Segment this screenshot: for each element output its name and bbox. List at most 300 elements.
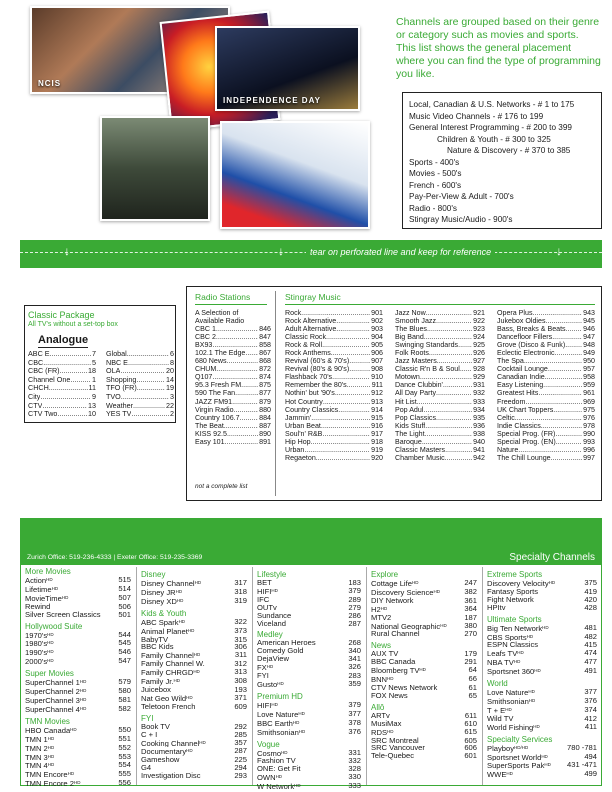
genre-range-line: Pay-Per-View & Adult - 700's [409,192,514,201]
column-divider [275,291,276,496]
channel-row: National Geographic$^{HD}$ 380 [371,620,477,631]
channel-row: Family Jr.$^{HD}$ 308 [141,676,247,686]
channel-row: Family Channel$^{HD}$ 311 [141,650,247,661]
hd-superscript: HD [533,723,540,729]
channel-category-heading: TMN Movies [25,716,70,726]
arrow-down-icon: ↓ [556,244,562,258]
hd-superscript: HD [541,753,548,759]
stingray-channel-row: Folk Roots ..... 926 [395,349,485,357]
analogue-channel-row: ABC E ..... 7 [28,350,96,359]
column-divider [136,567,137,785]
channel-row: Love Nature$^{HD}$ 377 [257,708,361,719]
hd-superscript: HD [47,631,54,637]
hd-superscript: HD [61,594,69,600]
channel-row: Juicebox 193 [141,684,247,694]
hd-superscript: HD [517,650,524,656]
channel-row: Big Ten Network$^{HD}$ 481 [487,622,597,633]
channel-row: DejaView 341 [257,654,361,664]
channel-row: FYI 283 [257,671,361,681]
channel-row: BET 183 [257,578,361,587]
stingray-channel-row: Hit List ..... 933 [395,398,485,406]
genre-range-line: Radio - 800's [409,203,457,213]
stingray-channel-row: Adult Alternative ..... 903 [285,325,383,333]
classic-package-box [24,305,176,423]
radio-station-row: The Beat ..... 887 [195,422,271,430]
hd-superscript: HD [298,728,306,734]
radio-station-row: 95.3 Fresh FM ..... 875 [195,381,271,389]
specialty-column [487,567,597,779]
hockey-players-photo [220,121,370,229]
stingray-column-1 [285,309,383,462]
stingray-channel-row: Smooth Jazz ..... 922 [395,317,485,325]
stingray-channel-row: Regaeton ..... 920 [285,454,383,462]
channel-row: BBC Canada 291 [371,657,477,667]
channel-row: Lifetime$^{HD}$ 514 [25,583,131,594]
stingray-channel-row: Greatest Hits ..... 961 [497,389,595,397]
hd-superscript: HD [187,627,195,633]
stingray-channel-row: Freedom ..... 969 [497,398,595,406]
analogue-channel-row: YES TV ..... 2 [106,410,174,419]
channel-row: Comedy Gold 340 [257,646,361,656]
classic-right-column [106,350,174,419]
column-divider [366,567,367,785]
ncis-logo-text: NCIS [38,79,62,88]
radio-station-row: 680 News ..... 868 [195,357,271,365]
channel-row: Family Channel W. 312 [141,659,247,669]
channel-row: TMN Encore $2^{HD}$ 556 [25,778,131,789]
hd-superscript: HD [294,783,301,789]
stingray-channel-row: Eclectic Electronic ..... 949 [497,349,595,357]
radio-station-row: KISS 92.5 ..... 890 [195,430,271,438]
channel-row: Discovery Science$^{HD}$ 382 [371,586,477,597]
genre-range-line: Sports - 400's [409,157,460,167]
stingray-channel-row: Remember the 80's ..... 911 [285,381,383,389]
channel-row: BBC Kids 306 [141,642,247,652]
analogue-channel-row: Shopping ..... 14 [106,376,174,385]
channel-category-heading: FYI [141,713,154,723]
radio-stingray-box [186,286,602,501]
hd-superscript: HD [46,577,53,582]
stingray-channel-row: Urban Beat ..... 916 [285,422,383,430]
radio-stations-list [195,309,271,446]
analogue-channel-row: CBC ..... 5 [28,359,96,368]
hd-superscript: HD [271,701,278,707]
channel-row: HBO Canada$^{HD}$ 550 [25,724,131,735]
stingray-channel-row: Easy Listening ..... 959 [497,381,595,389]
stingray-heading-underline [285,304,595,305]
hd-superscript: HD [47,640,54,646]
channel-row: SuperChannel $3^{HD}$ 581 [25,694,131,705]
photo-collage [30,6,375,234]
genre-range-line: Children & Youth - # 300 to 325 [437,134,551,144]
radio-station-row: Q107 ..... 874 [195,373,271,381]
channel-row: FOX News 65 [371,690,477,700]
stingray-channel-row: The Spa ..... 950 [497,357,595,365]
stingray-channel-row: Bass, Breaks & Beats ..... 946 [497,325,595,333]
classic-left-column [28,350,96,419]
stingray-channel-row: Classic Rock ..... 904 [285,333,383,341]
radio-intro-line: A Selection of [195,309,239,317]
green-band [21,519,601,551]
channel-row: Wild TV 412 [487,713,597,723]
specialty-column [257,567,361,791]
walking-dead-photo [100,116,210,221]
hd-superscript: HD [47,649,54,655]
channel-row: ONE: Get Fit 328 [257,764,361,774]
specialty-channels-title: Specialty Channels [509,552,595,563]
channel-row: $2000's^{HD}$ 547 [25,656,131,667]
stingray-channel-row: Jammin' ..... 915 [285,414,383,422]
hd-superscript: HD [528,697,536,703]
hd-superscript: HD [419,667,426,673]
hd-superscript: HD [73,780,81,786]
channel-row: Disney $JR^{HD}$ 318 [141,586,247,597]
channel-row: TMN $4^{HD}$ 554 [25,760,131,771]
channel-row: American Heroes 268 [257,638,361,648]
stingray-channel-row: Classic Masters ..... 941 [395,446,485,454]
stingray-channel-row: Soul'n' R&B ..... 917 [285,430,383,438]
genre-ranges-box [402,92,602,229]
stingray-channel-row: Cocktail Lounge ..... 957 [497,365,595,373]
channel-row: MusiMax 610 [371,718,477,728]
channel-row: ESPN Classics 415 [487,640,597,650]
stingray-channel-row: Canadian Indie ..... 958 [497,373,595,381]
hd-superscript: HD [513,659,521,665]
hd-superscript: HD [193,652,201,658]
stingray-channel-row: Urban ..... 919 [285,446,383,454]
arrow-down-icon: ↓ [278,244,284,258]
stingray-channel-row: Celtic ..... 976 [497,414,595,422]
channel-row: CTV News Network 61 [371,682,477,692]
genre-range-line: French - 600's [409,180,462,190]
hd-superscript: HD [411,580,419,585]
hd-superscript: HD/HD [514,744,529,750]
radio-station-row: 102.1 The Edge ..... 867 [195,349,271,357]
channel-row: Gameshow 225 [141,755,247,765]
hd-superscript: HD [47,744,55,750]
stingray-channel-row: Jukebox Oldies ..... 945 [497,317,595,325]
channel-row: Playboy$^{HD/HD}$ 780 -781 [487,742,597,753]
channel-row: DIY Network 361 [371,595,477,605]
channel-row: Tele-Quebec 601 [371,751,477,761]
hd-superscript: HD [534,668,541,674]
tear-banner [20,240,602,268]
hd-superscript: HD [548,580,556,585]
channel-row: ARTv 611 [371,710,477,720]
channel-row: $RDS^{HD}$ 615 [371,726,477,737]
not-complete-list-note: not a complete list [195,483,248,490]
stingray-heading: Stingray Music [285,292,341,302]
channel-row: Nat Geo Wild$^{HD}$ 371 [141,692,247,703]
channel-row: World Fishing$^{HD}$ 411 [487,721,597,732]
channel-category-heading: Medley [257,630,283,640]
specialty-column [25,567,131,788]
specialty-column [141,567,247,780]
channel-category-heading: More Movies [25,567,71,576]
channel-row: Rural Channel 270 [371,629,477,639]
stingray-channel-row: The Light ..... 938 [395,430,485,438]
channel-row: MTV2 187 [371,612,477,622]
stingray-channel-row: Chamber Music ..... 942 [395,454,485,462]
independence-day-title: INDEPENDENCE DAY [223,96,321,105]
stingray-channel-row: Country Classics ..... 914 [285,406,383,414]
channel-row: Silver Screen Classics 501 [25,609,131,619]
channel-category-heading: Super Movies [25,669,74,679]
channel-row: $1990's^{HD}$ 546 [25,647,131,658]
channel-row: Sportsnet $360^{HD}$ 491 [487,666,597,677]
column-divider [252,567,253,785]
stingray-channel-row: Dance Clubbin' ..... 931 [395,381,485,389]
stingray-channel-row: Rock Anthems ..... 906 [285,349,383,357]
stingray-channel-row: Rock & Roll ..... 905 [285,341,383,349]
hd-superscript: HD [544,762,551,768]
channel-row: BBC Earth$^{HD}$ 378 [257,717,361,728]
channel-row: SRC Vancouver 606 [371,743,477,753]
radio-station-row: 590 The Fan ..... 877 [195,389,271,397]
channel-row: Smithsonian$^{HD}$ 376 [257,726,361,737]
hd-superscript: HD [271,587,278,593]
channel-row: Fight Network 420 [487,594,597,604]
channel-row: Smithsonian$^{HD}$ 376 [487,695,597,706]
channel-row: TMN $1^{HD}$ 551 [25,733,131,744]
hd-superscript: HD [186,748,193,754]
stingray-channel-row: UK Chart Toppers ..... 975 [497,406,595,414]
channel-row: AUX TV 179 [371,649,477,659]
stingray-channel-row: Indie Classics ..... 978 [497,422,595,430]
analogue-channel-row: CTV Two ..... 10 [28,410,96,419]
stingray-channel-row: Swinging Standards ..... 925 [395,341,485,349]
radio-station-row: CHUM ..... 872 [195,365,271,373]
channel-row: C + I 285 [141,729,247,739]
hd-superscript: HD [506,771,513,777]
hd-superscript: HD [298,710,305,716]
analogue-channel-row: CBC (FR) ..... 18 [28,367,96,376]
hd-superscript: HD [194,580,202,585]
channel-row: $BNN^{HD}$ 66 [371,674,477,684]
channel-row: $1980's^{HD}$ 545 [25,638,131,649]
genre-range-line: Nature & Discovery - # 370 to 385 [447,146,571,155]
hd-superscript: HD [79,705,87,711]
hd-superscript: HD [292,719,300,725]
channel-row: Family $CHRGD^{HD}$ 313 [141,667,247,678]
radio-station-row: CBC 1 ..... 846 [195,325,271,333]
channel-row: Love Nature$^{HD}$ 377 [487,687,597,697]
hd-superscript: HD [387,676,394,682]
channel-row: Sportsnet World$^{HD}$ 494 [487,751,597,762]
channel-category-heading: Hollywood Suite [25,621,83,631]
hd-superscript: HD [542,624,549,630]
channel-category-heading: Specialty Services [487,734,553,744]
channel-row: MovieTime$^{HD}$ 507 [25,592,131,603]
analogue-channel-row: TFO (FR) ..... 19 [106,384,174,393]
channel-row: Cosmo$^{HD}$ 331 [257,747,361,758]
hd-superscript: HD [175,588,183,594]
stingray-channel-row: Special Prog. (EN) ..... 993 [497,438,595,446]
channel-row: SRC Montreal 605 [371,735,477,745]
hd-superscript: HD [173,678,180,684]
radio-station-row: BX93 ..... 858 [195,341,271,349]
stingray-channel-row: Dancefloor Fillers ..... 947 [497,333,595,341]
specialty-column [371,567,477,760]
channel-row: IFC 289 [257,594,361,604]
analogue-channel-row: OLA ..... 20 [106,367,174,376]
channel-row: OUTv 279 [257,602,361,612]
analogue-channel-row: NBC E ..... 8 [106,359,174,368]
stingray-channel-row: Hip Hop ..... 918 [285,438,383,446]
channel-row: TMN $2^{HD}$ 552 [25,742,131,753]
channel-category-heading: Premium HD [257,691,303,701]
channel-row: Teletoon French 609 [141,701,247,711]
hd-superscript: HD [528,689,535,695]
channel-row: SuperSports Pak$^{HD}$ 431 -471 [487,760,597,771]
hd-superscript: HD [70,726,77,732]
hd-superscript: HD [380,605,388,611]
channel-row: Fashion TV 332 [257,756,361,766]
channel-row: Documentary$^{HD}$ 287 [141,746,247,757]
hd-superscript: HD [440,622,447,628]
channel-row: W Network$^{HD}$ 333 [257,781,361,792]
channel-row: Disney $XD^{HD}$ 319 [141,595,247,606]
hd-superscript: HD [51,585,59,591]
stingray-channel-row: Jazz Masters ..... 927 [395,357,485,365]
stingray-channel-row: Hot Country ..... 913 [285,398,383,406]
channel-row: Leafs $TV^{HD}$ 474 [487,648,597,659]
channel-row: $FX^{HD}$ 326 [257,662,361,673]
channel-row: ABC Spark$^{HD}$ 322 [141,616,247,627]
stingray-channel-row: Baroque ..... 940 [395,438,485,446]
radio-stations-heading: Radio Stations [195,292,251,302]
channel-row: $OWN^{HD}$ 330 [257,772,361,783]
hd-superscript: HD [186,694,193,700]
hd-superscript: HD [387,728,394,734]
hd-superscript: HD [47,658,54,664]
channel-row: Gusto$^{HD}$ 359 [257,678,361,689]
radio-station-row: Virgin Radio ..... 880 [195,406,271,414]
stingray-channel-row: Revival (80's & 90's) ..... 908 [285,365,383,373]
hd-superscript: HD [79,679,87,685]
channel-row: Fantasy Sports 419 [487,586,597,596]
channel-row: Rewind 506 [25,601,131,611]
independence-day-poster [215,26,360,111]
hd-superscript: HD [433,588,440,594]
hd-superscript: HD [526,633,534,639]
analogue-channel-row: Channel One ..... 1 [28,376,96,385]
radio-station-row: Country 106.7 ..... 884 [195,414,271,422]
analogue-heading: Analogue [38,334,89,346]
analogue-channel-row: CHCH ..... 11 [28,384,96,393]
stingray-channel-row: Motown ..... 929 [395,373,485,381]
channel-row: G4 294 [141,763,247,773]
channel-category-heading: Ultimate Sports [487,614,542,624]
channel-category-heading: World [487,679,508,689]
hd-superscript: HD [47,762,55,768]
hd-superscript: HD [178,618,186,624]
channel-row: Cooking Channel$^{HD}$ 357 [141,737,247,748]
stingray-channel-row: Flashback 70's ..... 910 [285,373,383,381]
channel-category-heading: Kids & Youth [141,608,187,618]
stingray-channel-row: Big Band ..... 924 [395,333,485,341]
stingray-channel-row: The Blues ..... 923 [395,325,485,333]
classic-package-title: Classic Package [28,310,95,320]
stingray-channel-row: Revival (60's & 70's) ..... 907 [285,357,383,365]
analogue-channel-row: Weather ..... 22 [106,402,174,411]
hd-superscript: HD [505,706,512,712]
channel-row: $WWE^{HD}$ 499 [487,769,597,780]
channel-row: SuperChannel $1^{HD}$ 579 [25,677,131,688]
channel-row: Animal Planet$^{HD}$ 373 [141,625,247,636]
hd-superscript: HD [47,753,55,759]
radio-station-row: Easy 101 ..... 891 [195,438,271,446]
stingray-channel-row: Pop Adul ..... 934 [395,406,485,414]
stingray-channel-row: Special Prog. (FR) ..... 990 [497,430,595,438]
channel-category-heading: Explore [371,570,399,579]
intro-text: Channels are grouped based on their genre or category such as movies and sports. This list shows the general placement where you can find the type of programming you like. [396,16,601,80]
stingray-column-3 [497,309,595,462]
channel-row: TMN $3^{HD}$ 553 [25,751,131,762]
channel-category-heading: Extreme Sports [487,570,543,579]
genre-range-line: Stingray Music/Audio - 900's [409,215,513,224]
channel-row: Investigation Disc 293 [141,771,247,781]
hd-superscript: HD [199,739,206,745]
stingray-channel-row: Nothin' but '90's ..... 912 [285,389,383,397]
classic-package-subtitle: All TV's without a set-top box [28,321,118,328]
column-divider [482,567,483,785]
hd-superscript: HD [79,688,87,694]
channel-category-heading: Lifestyle [257,570,287,579]
channel-row: Bloomberg $TV^{HD}$ 64 [371,665,477,676]
stingray-channel-row: The Chill Lounge ..... 997 [497,454,595,462]
radio-station-row: CBC 2 ..... 847 [195,333,271,341]
channel-category-heading: Vogue [257,739,280,749]
radio-intro-line: Available Radio [195,317,245,326]
channel-row: SuperChannel $2^{HD}$ 580 [25,686,131,696]
channel-row: CBS Sports$^{HD}$ 482 [487,631,597,642]
hd-superscript: HD [176,597,184,603]
stingray-channel-row: Rock ..... 901 [285,309,383,317]
stingray-channel-row: All Day Party ..... 932 [395,389,485,397]
channel-row: Sundance 286 [257,610,361,620]
stingray-channel-row: Classic R'n B & Soul ..... 928 [395,365,485,373]
channel-row: SuperChannel $4^{HD}$ 582 [25,703,131,714]
genre-range-line: Local, Canadian & U.S. Networks - # 1 to 175 [409,100,575,109]
channel-row: BabyTV 315 [141,634,247,644]
hd-superscript: HD [79,696,87,702]
channel-category-heading: Disney [141,570,166,579]
channel-row: HPItv 428 [487,602,597,612]
channel-row: Viceland 287 [257,618,361,628]
office-header-bar [21,551,601,565]
hd-superscript: HD [277,680,284,686]
channel-row: Discovery Velocity$^{HD}$ 375 [487,578,597,588]
channel-row: $H2^{HD}$ 364 [371,603,477,614]
hd-superscript: HD [47,735,55,741]
hd-superscript: HD [275,774,283,780]
analogue-channel-row: TVO ..... 3 [106,393,174,402]
hd-superscript: HD [67,771,75,777]
channel-row: $HIFI^{HD}$ 379 [257,699,361,710]
office-phone-numbers: Zurich Office: 519-236-4333 | Exeter Office: 519-235-3369 [27,554,203,561]
tear-message: tear on perforated line and keep for reference [306,247,495,257]
genre-range-line: Movies - 500's [409,169,462,178]
channel-row: $T + E^{HD}$ 374 [487,704,597,715]
arrow-down-icon: ↓ [64,244,70,258]
analogue-channel-row: Global ..... 6 [106,350,174,359]
stingray-channel-row: Grove (Disco & Funk) ..... 948 [497,341,595,349]
channel-row: $HIFI^{HD}$ 379 [257,585,361,596]
stingray-channel-row: Pop Classics ..... 935 [395,414,485,422]
radio-heading-underline [195,304,267,305]
genre-range-line: General Interest Programming - # 200 to 399 [409,123,572,132]
